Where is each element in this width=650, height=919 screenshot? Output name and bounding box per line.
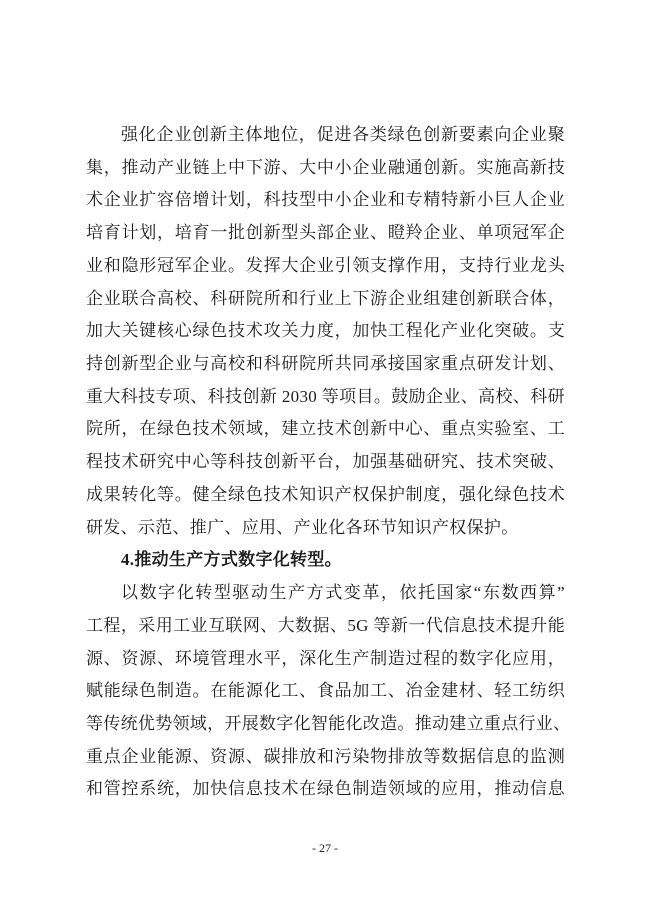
paragraph-line: 加大关键核心绿色技术攻关力度，加快工程化产业化突破。支 <box>86 321 565 341</box>
document-body <box>86 119 571 806</box>
paragraph-line: 程技术研究中心等科技创新平台，加强基础研究、技术突破、 <box>86 452 565 472</box>
paragraph-line: 和管控系统，加快信息技术在绿色制造领域的应用，推动信息 <box>86 779 565 799</box>
paragraph-line: 院所，在绿色技术领域，建立技术创新中心、重点实验室、工 <box>86 419 565 439</box>
paragraph-line: 研发、示范、推广、应用、产业化各环节知识产权保护。 <box>86 517 519 537</box>
paragraph-line: 企业联合高校、科研院所和行业上下游企业组建创新联合体， <box>86 288 565 308</box>
page-number: - 27 - <box>312 841 338 855</box>
paragraph-line: 培育计划，培育一批创新型头部企业、瞪羚企业、单项冠军企 <box>86 223 565 243</box>
paragraph-line: 成果转化等。健全绿色技术知识产权保护制度，强化绿色技术 <box>86 484 565 504</box>
paragraph-line: 以数字化转型驱动生产方式变革，依托国家“东数西算” <box>121 583 565 603</box>
paragraph-line: 赋能绿色制造。在能源化工、食品加工、冶金建材、轻工纺织 <box>86 681 565 701</box>
paragraph-line: 重大科技专项、科技创新 2030 等项目。鼓励企业、高校、科研 <box>86 386 565 406</box>
paragraph-line: 业和隐形冠军企业。发挥大企业引领支撑作用，支持行业龙头 <box>86 255 565 275</box>
section-heading: 4.推动生产方式数字化转型。 <box>121 550 342 570</box>
paragraph-line: 强化企业创新主体地位，促进各类绿色创新要素向企业聚 <box>121 125 565 144</box>
paragraph-line: 等传统优势领域，开展数字化智能化改造。推动建立重点行业、 <box>86 713 571 733</box>
page-footer <box>0 840 650 856</box>
paragraph-line: 持创新型企业与高校和科研院所共同承接国家重点研发计划、 <box>86 354 565 374</box>
paragraph-line: 工程，采用工业互联网、大数据、5G 等新一代信息技术提升能 <box>86 615 565 635</box>
paragraph-line: 术企业扩容倍增计划，科技型中小企业和专精特新小巨人企业 <box>86 190 565 210</box>
paragraph-line: 源、资源、环境管理水平，深化生产制造过程的数字化应用， <box>86 648 565 668</box>
paragraph-line: 重点企业能源、资源、碳排放和污染物排放等数据信息的监测 <box>86 746 565 766</box>
paragraph-line: 集，推动产业链上中下游、大中小企业融通创新。实施高新技 <box>86 157 565 177</box>
